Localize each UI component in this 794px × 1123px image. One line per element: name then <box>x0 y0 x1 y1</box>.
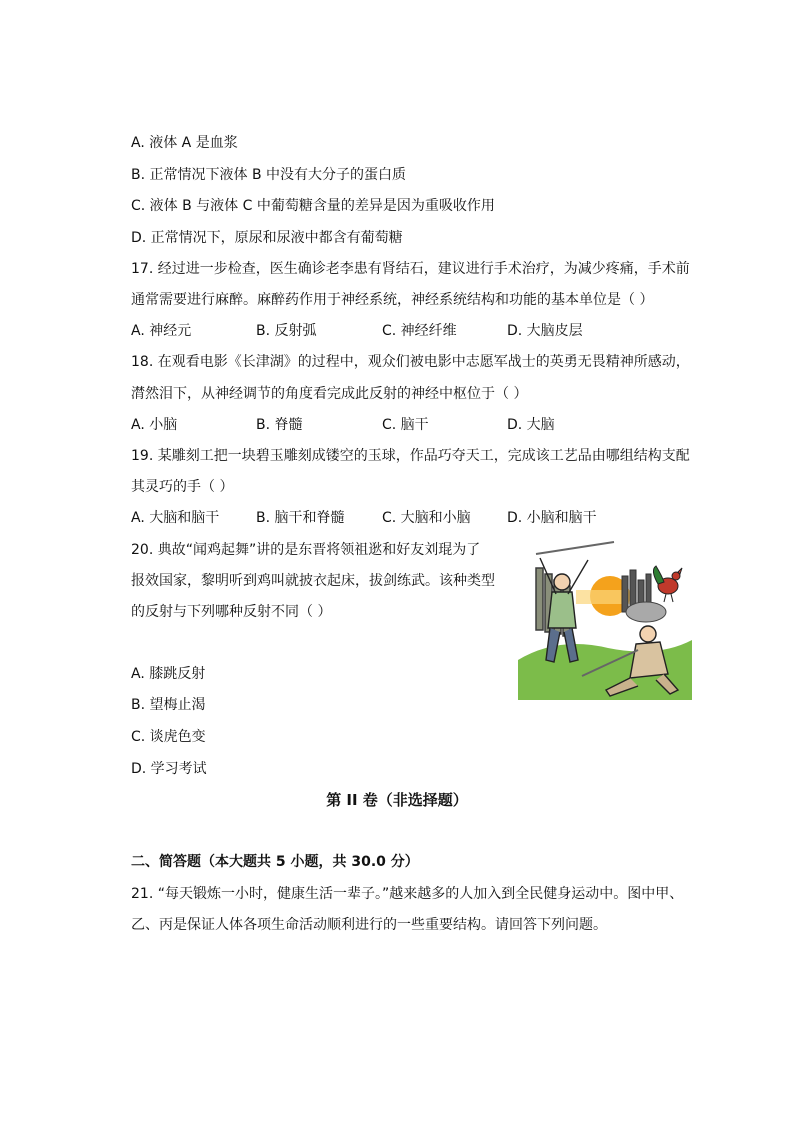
q16-option-d: D. 正常情况下，原尿和尿液中都含有葡萄糖 <box>131 230 403 246</box>
q18-stem-line2: 潸然泪下，从神经调节的角度看完成此反射的神经中枢位于（ ） <box>131 386 528 402</box>
q20-stem-line3: 的反射与下列哪种反射不同（ ） <box>131 604 332 620</box>
q18-options <box>131 415 691 435</box>
q20-option-c: C. 谈虎色变 <box>131 729 206 745</box>
q21-stem-line1: 21. “每天锻炼一小时，健康生活一辈子。”越来越多的人加入到全民健身运动中。图中甲、 <box>131 886 684 902</box>
q18-option-a: A. 小脑 <box>131 417 178 433</box>
q17-stem-line1: 17. 经过进一步检查，医生确诊老李患有肾结石，建议进行手术治疗，为减少疼痛，手术前 <box>131 261 690 277</box>
q16-option-a: A. 液体 A 是血浆 <box>131 135 238 151</box>
section-title: 第 II 卷（非选择题） <box>326 791 468 809</box>
q18-stem-line1: 18. 在观看电影《长津湖》的过程中，观众们被电影中志愿军战士的英勇无畏精神所感动， <box>131 354 690 370</box>
q19-stem-line1: 19. 某雕刻工把一块碧玉雕刻成镂空的玉球，作品巧夺天工，完成该工艺品由哪组结构支配 <box>131 448 690 464</box>
q19-option-b: B. 脑干和脊髓 <box>256 510 345 526</box>
q20-option-d: D. 学习考试 <box>131 761 207 777</box>
q16-option-c: C. 液体 B 与液体 C 中葡萄糖含量的差异是因为重吸收作用 <box>131 198 495 214</box>
millstone <box>626 602 666 622</box>
q18-option-b: B. 脊髓 <box>256 417 303 433</box>
q17-option-b: B. 反射弧 <box>256 323 317 339</box>
q19-options <box>131 508 691 528</box>
q17-option-c: C. 神经纤维 <box>382 323 457 339</box>
q20-stem-line1: 20. 典故“闻鸡起舞”讲的是东晋将领祖逖和好友刘琨为了 <box>131 542 481 558</box>
q20-stem-line2: 报效国家，黎明听到鸡叫就披衣起床，拔剑练武。该种类型 <box>131 573 495 589</box>
dawn-sword-practice-illustration <box>518 540 692 700</box>
q17-option-a: A. 神经元 <box>131 323 192 339</box>
q17-option-d: D. 大脑皮层 <box>507 323 583 339</box>
q19-option-d: D. 小脑和脑干 <box>507 510 597 526</box>
q16-option-b: B. 正常情况下液体 B 中没有大分子的蛋白质 <box>131 167 407 183</box>
q21-stem-line2: 乙、丙是保证人体各项生命活动顺利进行的一些重要结构。请回答下列问题。 <box>131 917 607 933</box>
q17-options <box>131 321 691 341</box>
q19-option-c: C. 大脑和小脑 <box>382 510 471 526</box>
q18-option-d: D. 大脑 <box>507 417 555 433</box>
q17-stem-line2: 通常需要进行麻醉。麻醉药作用于神经系统，神经系统结构和功能的基本单位是（ ） <box>131 292 654 308</box>
section2-heading: 二、简答题（本大题共 5 小题，共 30.0 分） <box>131 854 419 870</box>
q18-option-c: C. 脑干 <box>382 417 429 433</box>
q20-option-b: B. 望梅止渴 <box>131 697 206 713</box>
rooster <box>653 566 682 602</box>
q19-option-a: A. 大脑和脑干 <box>131 510 220 526</box>
q19-stem-line2: 其灵巧的手（ ） <box>131 479 234 495</box>
q20-option-a: A. 膝跳反射 <box>131 666 206 682</box>
